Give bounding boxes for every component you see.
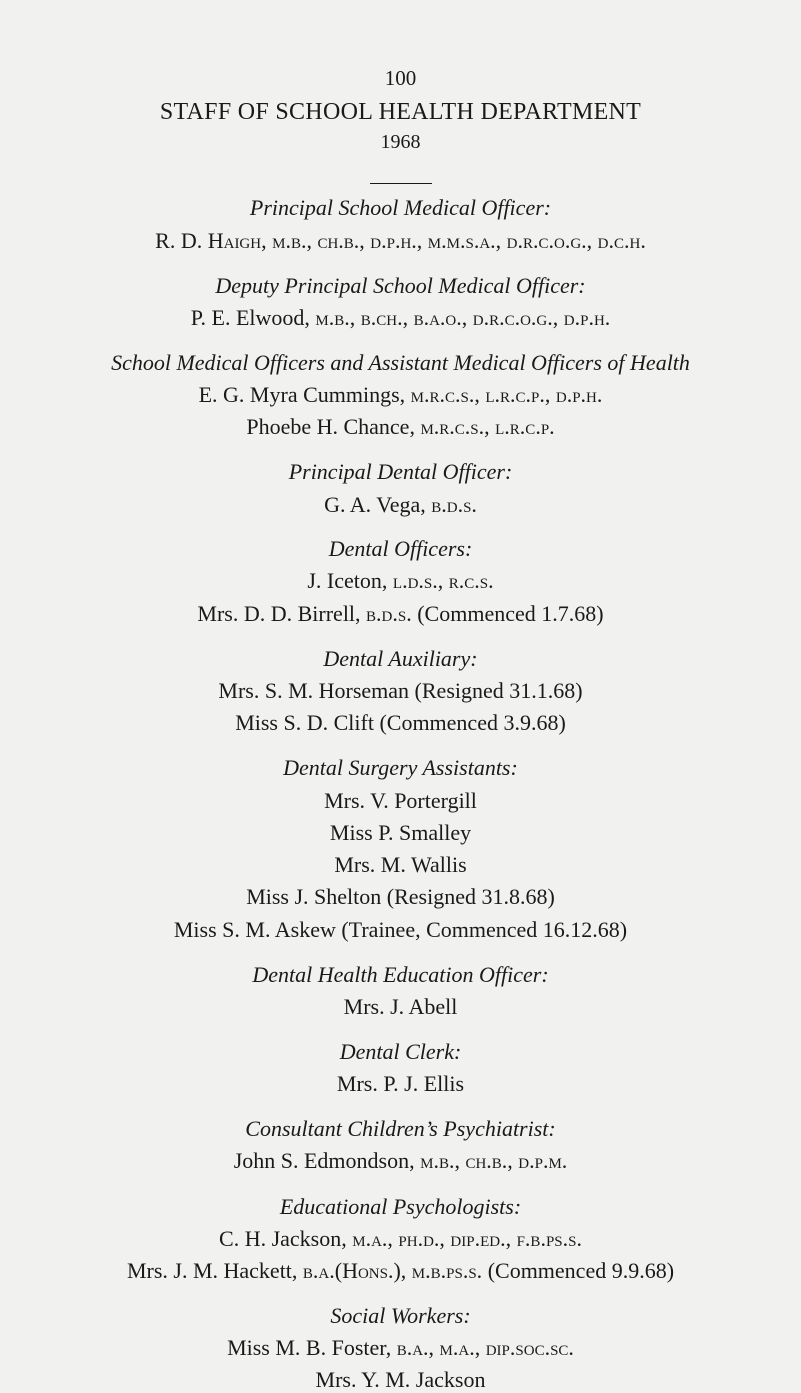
staff-entry: Mrs. V. Portergill <box>324 788 477 813</box>
staff-qualifications: b.a.(Hons.), m.b.ps.s. <box>302 1258 483 1283</box>
staff-name: C. H. Jackson, <box>219 1226 347 1251</box>
staff-qualifications: m.b., ch.b., d.p.m. <box>420 1148 568 1173</box>
page-title: STAFF OF SCHOOL HEALTH DEPARTMENT <box>159 99 642 125</box>
staff-name: J. Iceton, <box>307 568 388 593</box>
staff-entry: Miss J. Shelton (Resigned 31.8.68) <box>246 884 555 909</box>
staff-entry <box>0 1226 801 1252</box>
staff-entry: Mrs. J. Abell <box>343 994 458 1019</box>
staff-qualifications: b.a., m.a., dip.soc.sc. <box>396 1335 574 1360</box>
section-heading: Dental Clerk: <box>339 1039 462 1064</box>
staff-entry <box>0 1335 801 1361</box>
section-heading: Social Workers: <box>330 1303 471 1328</box>
staff-entry <box>0 1148 801 1174</box>
staff-entry <box>0 305 801 331</box>
staff-entry: Miss S. M. Askew (Trainee, Commenced 16.12.68) <box>173 917 628 942</box>
staff-entry: R. D. Haigh, m.b., ch.b., d.p.h., m.m.s.a., d.r.c.o.g., d.c.h. <box>155 228 646 253</box>
staff-name: G. A. Vega, <box>324 492 426 517</box>
page-number: 100 <box>384 66 417 90</box>
section-heading: Principal Dental Officer: <box>288 459 513 484</box>
staff-qualifications: m.a., ph.d., dip.ed., f.b.ps.s. <box>352 1226 582 1251</box>
staff-qualifications: b.d.s. <box>366 601 412 626</box>
staff-qualifications: m.r.c.s., l.r.c.p., d.p.h. <box>410 382 603 407</box>
staff-entry: Mrs. Y. M. Jackson <box>315 1367 486 1392</box>
staff-name: Mrs. D. D. Birrell, <box>197 601 361 626</box>
page-year: 1968 <box>380 131 421 153</box>
staff-entry <box>0 414 801 440</box>
section-heading: School Medical Officers and Assistant Medical Officers of Health <box>111 350 690 375</box>
staff-entry: Mrs. P. J. Ellis <box>336 1071 465 1096</box>
staff-qualifications: m.b., ch.b., d.p.h., m.m.s.a., d.r.c.o.g., d.c.h. <box>272 228 646 253</box>
section-heading: Dental Surgery Assistants: <box>283 755 518 780</box>
staff-entry: Miss S. D. Clift (Commenced 3.9.68) <box>235 710 566 735</box>
staff-entry: Miss P. Smalley <box>329 820 472 845</box>
staff-name: E. G. Myra Cummings, <box>198 382 406 407</box>
staff-entry <box>0 601 801 627</box>
staff-name: Miss M. B. Foster, <box>227 1335 392 1360</box>
staff-entry <box>0 492 801 518</box>
section-heading: Dental Health Education Officer: <box>252 962 549 987</box>
title-divider <box>370 183 432 184</box>
staff-note: (Commenced 9.9.68) <box>487 1258 675 1283</box>
staff-entry <box>0 1258 801 1284</box>
section-heading: Consultant Children’s Psychiatrist: <box>245 1116 556 1141</box>
staff-entry: Mrs. S. M. Horseman (Resigned 31.1.68) <box>218 678 583 703</box>
section-heading: Educational Psychologists: <box>279 1194 522 1219</box>
staff-qualifications: l.d.s., r.c.s. <box>392 568 494 593</box>
section-heading: Deputy Principal School Medical Officer: <box>215 273 586 298</box>
staff-qualifications: b.d.s. <box>431 492 477 517</box>
staff-name: Mrs. J. M. Hackett, <box>126 1258 298 1283</box>
section-heading: Principal School Medical Officer: <box>249 195 552 220</box>
staff-qualifications: m.b., b.ch., b.a.o., d.r.c.o.g., d.p.h. <box>315 305 611 330</box>
staff-entry: Mrs. M. Wallis <box>334 852 467 877</box>
staff-qualifications: m.r.c.s., l.r.c.p. <box>420 414 555 439</box>
staff-entry <box>0 568 801 594</box>
section-heading: Dental Auxiliary: <box>323 646 478 671</box>
section-heading: Dental Officers: <box>328 536 473 561</box>
staff-note: (Commenced 1.7.68) <box>417 601 604 626</box>
staff-name: R. D. Haigh <box>155 228 262 253</box>
staff-entry <box>0 382 801 408</box>
staff-name: Phoebe H. Chance, <box>246 414 415 439</box>
staff-name: John S. Edmondson, <box>233 1148 415 1173</box>
staff-name: P. E. Elwood, <box>190 305 310 330</box>
